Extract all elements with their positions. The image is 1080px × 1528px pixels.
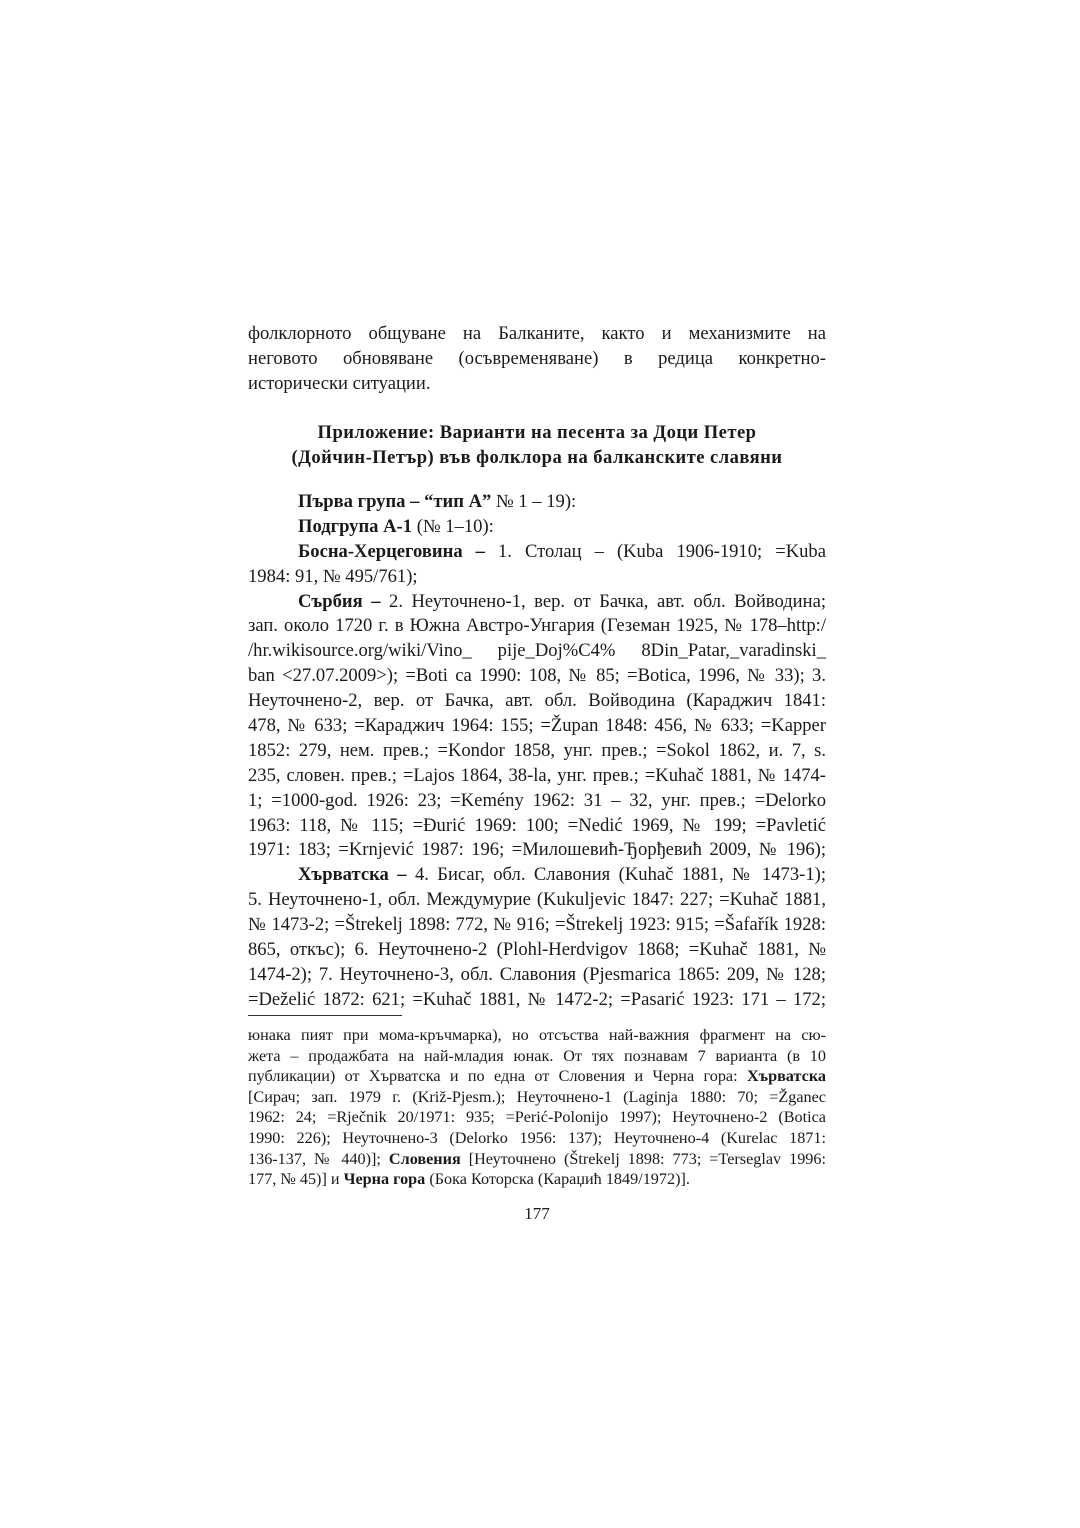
- text-line: 1963: 118, № 115; =Đurić 1969: 100; =Nedić 1969, № 199; =Pavletić: [248, 814, 826, 836]
- serbia-label: Сърбия –: [298, 590, 381, 612]
- text-line: фолклорното общуване на Балканите, както и механизмите на: [248, 323, 826, 344]
- footnote-line: [248, 1066, 826, 1087]
- text-line: =Deželić 1872: 621; =Kuhač 1881, № 1472-2; =Pasarić 1923: 171 – 172;: [248, 988, 826, 1010]
- text-line: 235, словен. прев.; =Lajos 1864, 38-la, унг. прев.; =Kuhač 1881, № 1474-: [248, 764, 826, 786]
- page-number: 177: [524, 1204, 550, 1223]
- text-line: 1474-2); 7. Неуточнено-3, обл. Славония (Pjesmarica 1865: 209, № 128;: [248, 963, 826, 985]
- text-line: 1971: 183; =Krnjević 1987: 196; =Милошевић-Ђорђевић 2009, № 196);: [248, 839, 826, 861]
- bosnia-label: Босна-Херцеговина –: [298, 540, 485, 562]
- text-line: зап. около 1720 г. в Южна Австро-Унгария (Геземан 1925, № 178–http:/: [248, 615, 826, 637]
- text-line: исторически ситуации.: [248, 372, 431, 394]
- group-line: [248, 490, 826, 515]
- text-line: № 1473-2; =Štrekelj 1898: 772, № 916; =Štrekelj 1923: 915; =Šafařík 1928:: [248, 914, 826, 936]
- footnote-line: жета – продажбата на най-младия юнак. От тях познавам 7 варианта (в 10: [248, 1046, 826, 1065]
- footnote-text: публикации) от Хърватска и по една от Словения и Черна гора:: [248, 1067, 747, 1086]
- text-line: Неуточнено-2, вер. от Бачка, авт. обл. Войводина (Караджич 1841:: [248, 690, 826, 712]
- appendix-list: [248, 490, 826, 1013]
- croatia-line: [248, 863, 826, 888]
- footnote-text: 177, № 45)] и: [248, 1170, 344, 1189]
- intro-paragraph: [248, 322, 826, 397]
- footnote-slovenia-label: Словения: [388, 1149, 461, 1168]
- group-range: № 1 – 19):: [491, 491, 577, 512]
- subgroup-label: Подгрупа А-1: [298, 515, 413, 537]
- appendix-heading: [248, 420, 826, 470]
- croatia-text: 4. Бисаг, обл. Славония (Kuhač 1881, № 1473-1);: [406, 864, 826, 886]
- bosnia-text: 1. Столац – (Kuba 1906-1910; =Kuba: [484, 540, 826, 562]
- serbia-line: [248, 590, 826, 615]
- text-line: 865, откъс); 6. Неуточнено-2 (Plohl-Herdvigov 1868; =Kuhač 1881, №: [248, 939, 826, 961]
- text-line: /hr.wikisource.org/wiki/Vino_ pije_Doj%C4% 8Din_Patar,_varadinski_: [248, 640, 826, 662]
- footnote-line: 1990: 226); Неуточнено-3 (Delorko 1956: 137); Неуточнено-4 (Kurelac 1871:: [248, 1128, 826, 1147]
- bosnia-line: [248, 540, 826, 565]
- footnote-line: [Сирач; зап. 1979 г. (Križ-Pjesm.); Неуточнено-1 (Laginja 1880: 70; =Žganec: [248, 1087, 826, 1106]
- footnote-divider: [248, 1015, 402, 1016]
- text-line: 1852: 279, нем. прев.; =Kondor 1858, унг. прев.; =Sokol 1862, и. 7, s.: [248, 739, 826, 761]
- subgroup-line: [248, 515, 826, 540]
- croatia-label: Хърватска –: [298, 864, 407, 886]
- footnote-line: 1962: 24; =Rječnik 20/1971: 935; =Perić-Polonijo 1997); Неуточнено-2 (Botica: [248, 1108, 826, 1127]
- subgroup-range: (№ 1–10):: [412, 515, 494, 537]
- footnote-montenegro-label: Черна гора: [343, 1170, 426, 1189]
- text-line: ban <27.07.2009>); =Boti ca 1990: 108, № 85; =Botica, 1996, № 33); 3.: [248, 665, 826, 687]
- heading-line: (Дойчин-Петър) във фолклора на балканските славяни: [291, 447, 783, 468]
- footnote-line: [248, 1149, 826, 1170]
- text-line: 5. Неуточнено-1, обл. Междумурие (Kukuljevic 1847: 227; =Kuhač 1881,: [248, 889, 826, 911]
- text-line: 1984: 91, № 495/761);: [248, 565, 418, 587]
- footnote: [248, 1025, 826, 1190]
- footnote-text: (Бока Которска (Караџић 1849/1972)].: [425, 1170, 690, 1189]
- group-label: Първа група – “тип А”: [298, 491, 492, 512]
- text-line: 478, № 633; =Караджич 1964: 155; =Župan 1848: 456, № 633; =Kapper: [248, 715, 826, 737]
- footnote-text: 136-137, № 440)];: [248, 1149, 389, 1168]
- serbia-text: 2. Неуточнено-1, вер. от Бачка, авт. обл. Войводина;: [380, 590, 826, 612]
- text-line: неговото обновяване (осъвременяване) в редица конкретно-: [248, 347, 826, 369]
- footnote-line: юнака пият при мома-кръчмарка), но отсъства най-важния фрагмент на сю-: [248, 1026, 826, 1044]
- footnote-croatia-label: Хърватска: [746, 1067, 826, 1086]
- heading-line: Приложение: Варианти на песента за Доци Петер: [317, 422, 757, 443]
- footnote-text: [Неуточнено (Štrekelj 1898: 773; =Terseglav 1996:: [460, 1149, 826, 1168]
- footnote-line: [248, 1169, 826, 1190]
- text-line: 1; =1000-god. 1926: 23; =Kemény 1962: 31 – 32, унг. прев.; =Delorko: [248, 789, 826, 811]
